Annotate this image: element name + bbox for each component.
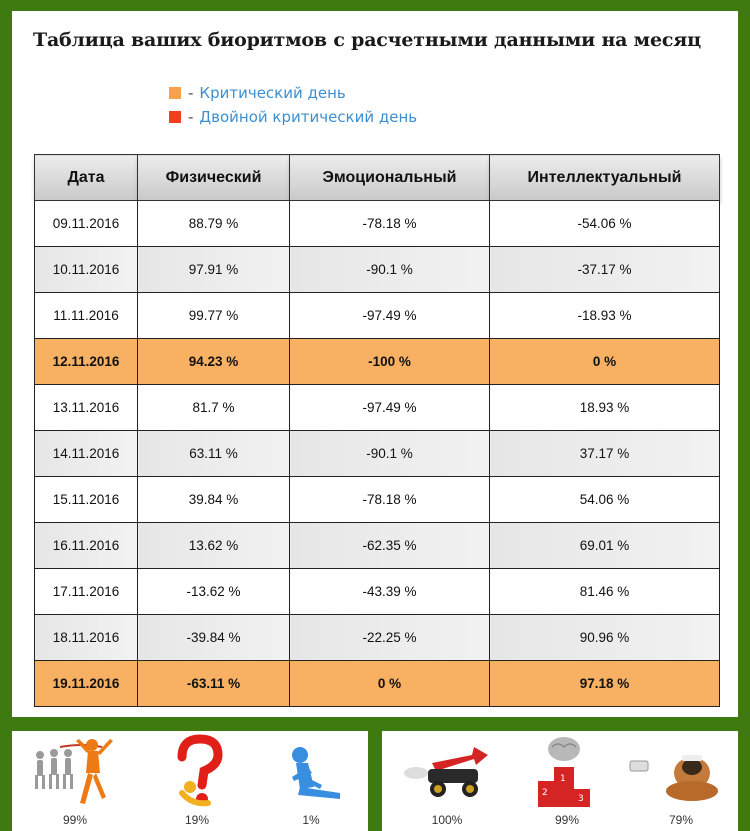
cell-date: 10.11.2016 bbox=[35, 247, 138, 293]
cell-physical: 97.91 % bbox=[138, 247, 290, 293]
table-row bbox=[35, 431, 720, 477]
tile-percent: 100% bbox=[431, 813, 463, 827]
cell-date: 12.11.2016 bbox=[35, 339, 138, 385]
svg-text:3: 3 bbox=[578, 794, 584, 804]
cell-emotional: -78.18 % bbox=[290, 477, 490, 523]
cell-emotional: -22.25 % bbox=[290, 615, 490, 661]
table-row bbox=[35, 201, 720, 247]
critical-swatch-icon bbox=[169, 87, 181, 99]
tile-dog[interactable] bbox=[626, 733, 736, 831]
cell-intellectual: -37.17 % bbox=[490, 247, 720, 293]
cell-emotional: -90.1 % bbox=[290, 247, 490, 293]
table-row bbox=[35, 247, 720, 293]
cell-emotional: -97.49 % bbox=[290, 385, 490, 431]
column-header-intellectual: Интеллектуальный bbox=[490, 155, 720, 201]
biorhythm-table bbox=[34, 154, 720, 707]
brain-podium-icon bbox=[512, 733, 622, 811]
cell-intellectual: -54.06 % bbox=[490, 201, 720, 247]
tile-sitting[interactable] bbox=[256, 733, 366, 831]
runners-finish-icon bbox=[20, 733, 130, 811]
cell-intellectual: 37.17 % bbox=[490, 431, 720, 477]
question-mark-figure-icon bbox=[142, 733, 252, 811]
svg-text:2: 2 bbox=[542, 788, 548, 798]
cell-emotional: -62.35 % bbox=[290, 523, 490, 569]
biorhythm-panel bbox=[12, 11, 738, 717]
cell-emotional: -43.39 % bbox=[290, 569, 490, 615]
cell-date: 16.11.2016 bbox=[35, 523, 138, 569]
legend-label-critical[interactable]: Критический день bbox=[199, 84, 346, 102]
cell-intellectual: 69.01 % bbox=[490, 523, 720, 569]
bottom-right-panel bbox=[382, 731, 738, 831]
table-row bbox=[35, 615, 720, 661]
cell-physical: 81.7 % bbox=[138, 385, 290, 431]
table-header-row bbox=[35, 155, 720, 201]
cell-physical: -13.62 % bbox=[138, 569, 290, 615]
tile-percent: 99% bbox=[554, 813, 580, 827]
cell-emotional: -90.1 % bbox=[290, 431, 490, 477]
cell-physical: 63.11 % bbox=[138, 431, 290, 477]
tile-question[interactable] bbox=[142, 733, 252, 831]
column-header-date: Дата bbox=[35, 155, 138, 201]
cell-physical: 88.79 % bbox=[138, 201, 290, 247]
cell-date: 19.11.2016 bbox=[35, 661, 138, 707]
rocket-cart-icon bbox=[392, 733, 502, 811]
cell-physical: 39.84 % bbox=[138, 477, 290, 523]
legend-dash: - bbox=[188, 84, 194, 102]
column-header-physical: Физический bbox=[138, 155, 290, 201]
tile-brain[interactable] bbox=[512, 733, 622, 831]
table-row bbox=[35, 523, 720, 569]
cell-physical: -63.11 % bbox=[138, 661, 290, 707]
cell-emotional: -78.18 % bbox=[290, 201, 490, 247]
table-row bbox=[35, 339, 720, 385]
legend bbox=[169, 81, 417, 129]
legend-dash: - bbox=[188, 108, 194, 126]
table-row bbox=[35, 477, 720, 523]
cell-physical: -39.84 % bbox=[138, 615, 290, 661]
cell-emotional: -100 % bbox=[290, 339, 490, 385]
sleeping-dog-icon bbox=[626, 733, 736, 811]
table-row bbox=[35, 661, 720, 707]
tile-percent: 1% bbox=[302, 813, 320, 827]
cell-date: 09.11.2016 bbox=[35, 201, 138, 247]
tile-percent: 99% bbox=[62, 813, 88, 827]
table-row bbox=[35, 569, 720, 615]
cell-intellectual: -18.93 % bbox=[490, 293, 720, 339]
legend-item-critical bbox=[169, 81, 417, 105]
legend-item-double-critical bbox=[169, 105, 417, 129]
tile-runners[interactable] bbox=[20, 733, 130, 831]
cell-date: 13.11.2016 bbox=[35, 385, 138, 431]
cell-date: 14.11.2016 bbox=[35, 431, 138, 477]
double-critical-swatch-icon bbox=[169, 111, 181, 123]
column-header-emotional: Эмоциональный bbox=[290, 155, 490, 201]
cell-date: 18.11.2016 bbox=[35, 615, 138, 661]
cell-intellectual: 97.18 % bbox=[490, 661, 720, 707]
cell-emotional: 0 % bbox=[290, 661, 490, 707]
legend-label-double-critical[interactable]: Двойной критический день bbox=[199, 108, 418, 126]
cell-date: 17.11.2016 bbox=[35, 569, 138, 615]
cell-emotional: -97.49 % bbox=[290, 293, 490, 339]
cell-intellectual: 0 % bbox=[490, 339, 720, 385]
cell-date: 11.11.2016 bbox=[35, 293, 138, 339]
svg-text:1: 1 bbox=[560, 774, 566, 784]
tile-rocket[interactable] bbox=[392, 733, 502, 831]
sitting-figure-icon bbox=[256, 733, 366, 811]
cell-physical: 94.23 % bbox=[138, 339, 290, 385]
bottom-left-panel bbox=[12, 731, 368, 831]
cell-intellectual: 18.93 % bbox=[490, 385, 720, 431]
table-row bbox=[35, 385, 720, 431]
cell-intellectual: 81.46 % bbox=[490, 569, 720, 615]
cell-physical: 13.62 % bbox=[138, 523, 290, 569]
cell-physical: 99.77 % bbox=[138, 293, 290, 339]
cell-date: 15.11.2016 bbox=[35, 477, 138, 523]
tile-percent: 19% bbox=[184, 813, 210, 827]
tile-percent: 79% bbox=[668, 813, 694, 827]
cell-intellectual: 54.06 % bbox=[490, 477, 720, 523]
table-row bbox=[35, 293, 720, 339]
cell-intellectual: 90.96 % bbox=[490, 615, 720, 661]
page-title: Таблица ваших биоритмов с расчетными данными на месяц bbox=[33, 29, 701, 51]
